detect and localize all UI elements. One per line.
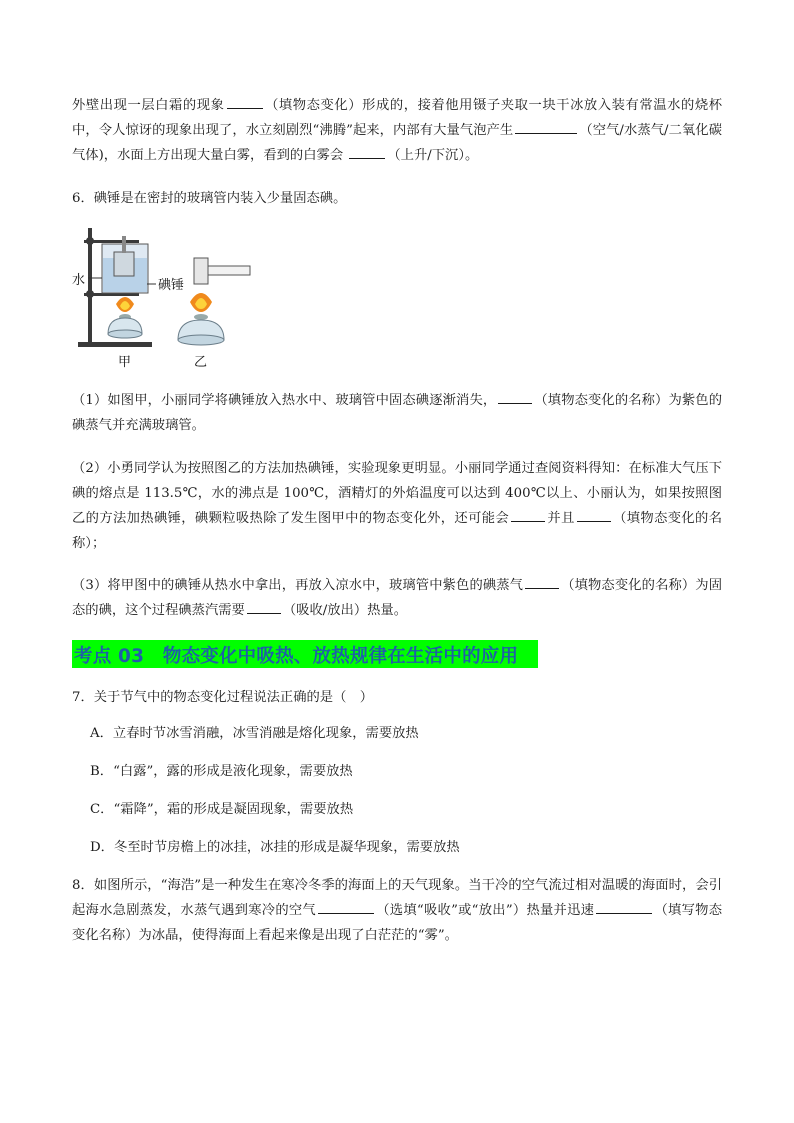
q5-text: 外壁出现一层白霜的现象 bbox=[72, 98, 225, 113]
q6-part2 bbox=[72, 456, 722, 556]
q7-option-a[interactable]: A．立春时节冰雪消融，冰雪消融是熔化现象，需要放热 bbox=[90, 726, 419, 741]
q6-text: 的碘蒸气并充满玻璃管。 bbox=[72, 393, 722, 433]
q6-text: （3）将甲图中的碘锤从热水中拿出，再放入凉水中，玻璃管中紫色的碘蒸气 bbox=[72, 578, 524, 593]
q7-option-c[interactable]: C．“霜降”，霜的形成是凝固现象，需要放热 bbox=[90, 802, 354, 817]
q8-text: （选填“吸收”或“放出”）热量并迅速 bbox=[375, 903, 595, 918]
answer-blank[interactable] bbox=[511, 508, 545, 522]
q6-part3 bbox=[72, 573, 722, 623]
q8-paragraph bbox=[72, 873, 722, 948]
q6-text: （2）小勇同学认为按照图乙的方法加热碘锤，实验现象更明显。小丽同学通过查阅资料得知：在标准大气 bbox=[72, 461, 696, 476]
answer-blank[interactable] bbox=[525, 575, 559, 589]
q5-continued-paragraph bbox=[72, 93, 722, 168]
q5-text: （上升/下沉）。 bbox=[387, 148, 479, 163]
q6-stem: 6．碘锤是在密封的玻璃管内装入少量固态碘。 bbox=[72, 191, 347, 206]
q8-text: 会引起海水急剧蒸发，水蒸气遇到寒冷的空气 bbox=[72, 878, 722, 918]
q8-text: 8．如图所示，“海浩”是一种发生在寒冷冬季的海面上的天气现象。当干冷的空气流过相对温暖的海面时， bbox=[72, 878, 696, 893]
answer-blank[interactable] bbox=[349, 145, 385, 159]
answer-blank[interactable] bbox=[515, 120, 577, 134]
q6-text: 固态的碘，这个过程碘蒸汽需要 bbox=[72, 578, 723, 618]
q6-text: 并且 bbox=[547, 511, 575, 526]
q5-text: 碳气体)，水面上方出现大量白雾，看到的白雾会 bbox=[72, 123, 722, 163]
q8-text: （填 bbox=[654, 903, 682, 918]
q5-text: （空气/水蒸气/二氧化 bbox=[579, 123, 709, 138]
answer-blank[interactable] bbox=[227, 95, 263, 109]
iodine-hammer-figure bbox=[70, 222, 260, 372]
q5-text: （填物态变化）形成的，接着他用镊子夹取一块干冰放入装有常温水的烧杯 bbox=[264, 98, 722, 113]
label-yi: 乙 bbox=[194, 355, 208, 370]
q8-text: 写物态变化名称）为冰晶，使得海面上看起来像是出现了白茫茫的“雾”。 bbox=[72, 903, 723, 943]
section-heading bbox=[72, 640, 538, 668]
q6-text: （1）如图甲，小丽同学将碘锤放入热水中、玻璃管中固态碘逐渐消失， bbox=[72, 393, 497, 408]
q6-text: （填物态变化的名称）为 bbox=[561, 578, 709, 593]
q7-stem: 7．关于节气中的物态变化过程说法正确的是（ ） bbox=[72, 690, 373, 705]
label-water: 水 bbox=[72, 273, 86, 288]
answer-blank[interactable] bbox=[577, 508, 611, 522]
answer-blank[interactable] bbox=[498, 390, 532, 404]
q7-option-b[interactable]: B．“白露”，露的形成是液化现象，需要放热 bbox=[90, 764, 353, 779]
label-jia: 甲 bbox=[118, 355, 132, 370]
q6-text: 压下碘的熔点是 113.5℃，水的沸点是 100℃，酒精灯的外焰温度可以达到 400℃以上、小丽认为，如果按照 bbox=[72, 461, 722, 501]
q5-text: 中，令人惊讶的现象出现了，水立刻剧烈“沸腾”起来，内部有大量气泡产生 bbox=[72, 123, 514, 138]
q6-text: 图乙的方法加热碘锤，碘颗粒吸热除了发生图甲中的物态变化外，还可能会 bbox=[72, 486, 722, 526]
section-heading-title: 考点 03 物态变化中吸热、放热规律在生活中的应用 bbox=[74, 646, 519, 667]
q6-text: （填物态变化的 bbox=[612, 511, 709, 526]
label-iodine-hammer: 碘锤 bbox=[158, 278, 185, 293]
q7-option-d[interactable]: D．冬至时节房檐上的冰挂，冰挂的形成是凝华现象，需要放热 bbox=[90, 840, 460, 855]
answer-blank[interactable] bbox=[596, 900, 652, 914]
q6-text: （吸收/放出）热量。 bbox=[282, 603, 408, 618]
answer-blank[interactable] bbox=[247, 600, 281, 614]
q6-part1 bbox=[72, 388, 722, 438]
q6-text: 名称）； bbox=[72, 511, 723, 551]
answer-blank[interactable] bbox=[318, 900, 374, 914]
q6-text: （填物态变化的名称）为紫色 bbox=[534, 393, 709, 408]
